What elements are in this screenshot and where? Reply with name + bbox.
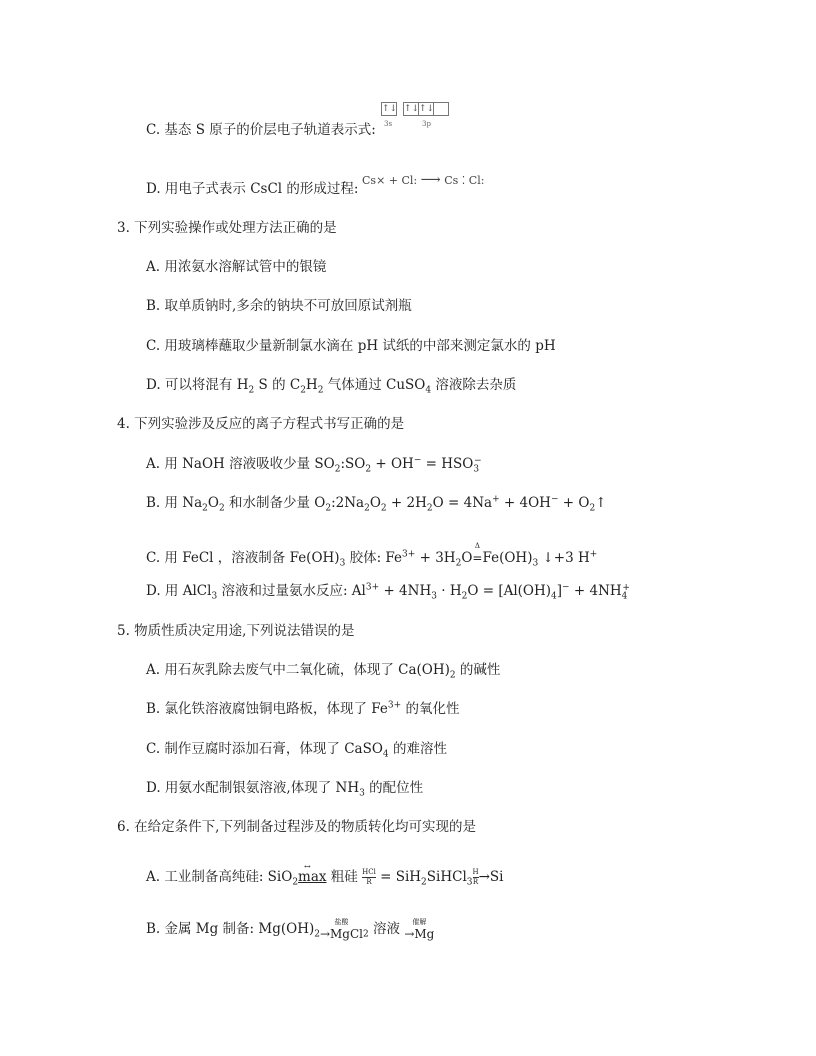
question-3: 3. 下列实验操作或处理方法正确的是 [117,220,337,236]
option-c-orbital: C. 基态 S 原子的价层电子轨道表示式: [146,122,376,138]
electron-formula [362,172,484,188]
q5-option-b: B. 氯化铁溶液腐蚀铜电路板，体现了 $Fe^{3+}$ 的氧化性 [146,700,460,717]
q5-option-d: D. 用氨水配制银氨溶液,体现了 $NH_3$ 的配位性 [146,780,424,799]
q6-option-b: B. 金属 Mg 制备: $Mg(OH)_2$ 盐酸 →MgCl $_2$ 溶液 催解 →Mg [146,918,435,941]
q6-option-a: A. 工业制备高纯硅: SiO$_2$max 粗硅 HCl R = SiH$_2$SiHCl$_3$ $\frac{H}{R}$ →Si [146,868,504,888]
q4-option-a: A. 用 NaOH 溶液吸收少量 $SO_2:SO_2 + OH^- = HSO_3^-$ [146,455,482,475]
q3-option-d: D. 可以将混有 $H_2$ S 的 $C_2H_2$ 气体通过 CuSO$_4$ 溶液除去杂质 [146,377,517,396]
q3-option-b: B. 取单质钠时,多余的钠块不可放回原试剂瓶 [146,298,412,314]
q3-option-a: A. 用浓氨水溶解试管中的银镜 [146,259,327,275]
question-4: 4. 下列实验涉及反应的离子方程式书写正确的是 [117,416,405,432]
q4-option-d: D. 用 AlCl$_3$ 溶液和过量氨水反应: $Al^{3+} + 4NH_3 \cdot H_2O = [Al(OH)_4]^- + 4NH_4^+$ [146,582,630,602]
ef-cl-right: Cl [468,174,481,187]
ef-sep: ⁚ [458,174,469,187]
q3-option-c: C. 用玻璃棒蘸取少量新制氯水滴在 pH 试纸的中部来测定氯水的 pH [146,338,556,354]
q4-option-c: C. 用 FeCl ，溶液制备 $Fe(OH)_3$ 胶体: $Fe^{3+} + 3H_2O$ Δ = $Fe(OH)_3$ ↓+3 H+ [146,542,598,569]
orbital-label-3p: 3p [422,120,431,128]
orbital-box-3p-3 [433,102,449,116]
orbital-box-3s: ↑↓ [382,104,398,114]
q5-option-c: C. 制作豆腐时添加石膏，体现了 CaSO$_4$ 的难溶性 [146,741,447,760]
q4-option-b: B. 用 $Na_2O_2$ 和水制备少量 $O_2:2Na_2O_2 + 2H_2O = 4Na^+ + 4OH^-$ + $O_2↑$ [146,494,607,514]
q6a-arrow-mark: ↔ [304,862,311,871]
option-d-cscl: D. 用电子式表示 CsCl 的形成过程: [146,181,359,197]
ef-arrow: ⟶ [420,172,441,188]
orbital-label-3s: 3s [384,120,393,128]
q5-option-a: A. 用石灰乳除去废气中二氧化硫，体现了 $Ca(OH)_2$ 的碱性 [146,662,501,681]
ef-cl: Cl [401,174,414,187]
ef-colon: : [413,174,418,187]
heat-symbol: Δ [474,542,480,550]
orbital-box-3p-2: ↑↓ [419,104,435,114]
ef-plus: + [388,174,398,187]
question-6: 6. 在给定条件下,下列制备过程涉及的物质转化均可实现的是 [117,819,476,835]
orbital-box-3p-1: ↑↓ [404,104,420,114]
ef-cs-right: Cs [444,174,459,187]
ef-colon-right: : [480,174,485,187]
ef-cs: Cs [362,174,377,187]
question-5: 5. 物质性质决定用途,下列说法错误的是 [117,623,355,639]
ef-dot: × [376,174,386,187]
